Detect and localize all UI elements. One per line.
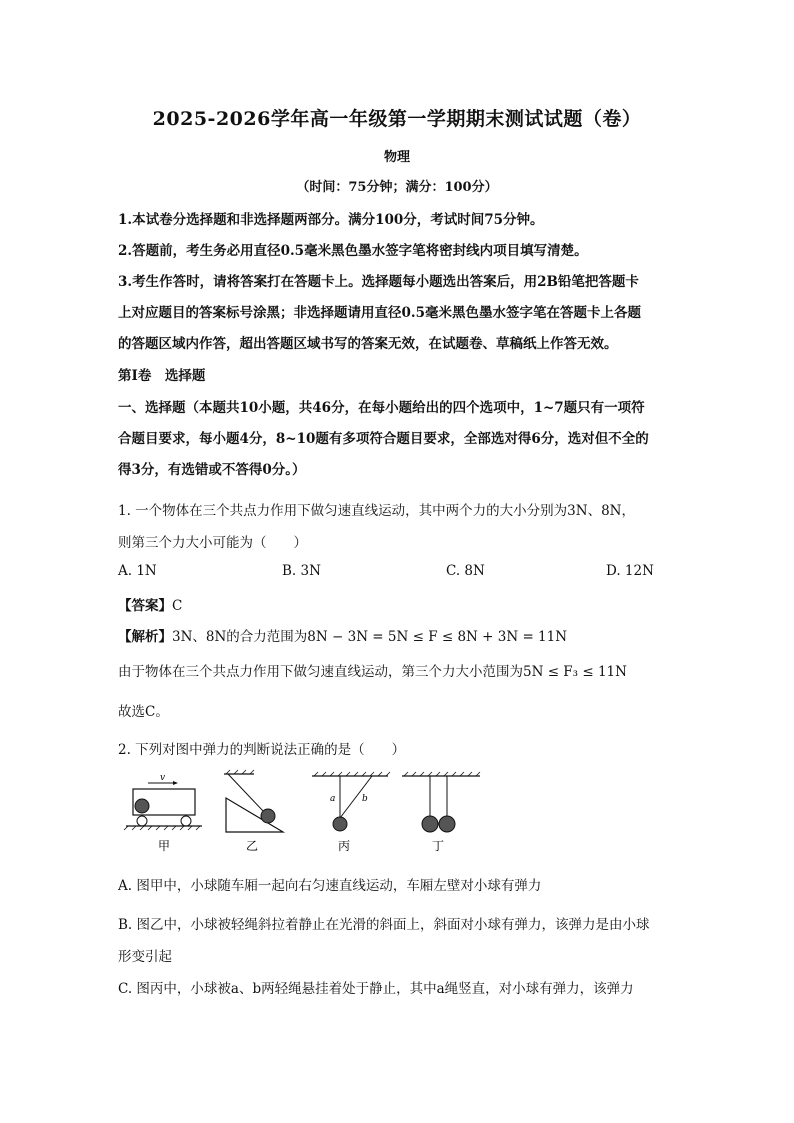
section-heading-b: 合题目要求，每小题4分，8~10题有多项符合题目要求，全部选对得6分，选对但不全的	[118, 431, 649, 447]
figure-yi-incline	[224, 770, 283, 853]
time-info: （时间：75分钟；满分：100分）	[296, 180, 498, 195]
q1-answer-line	[118, 594, 182, 614]
answer-tag: 【答案】	[118, 598, 172, 614]
label-ding: 丁	[432, 839, 445, 853]
q1-option-d: D. 12N	[606, 563, 654, 579]
q2-figure-svg	[118, 768, 478, 858]
q1-analysis-3: 故选C。	[118, 704, 169, 720]
q1-option-a: A. 1N	[118, 563, 157, 579]
section-heading-c: 得3分，有选错或不答得0分。）	[118, 462, 306, 478]
rope-a-label: a	[330, 794, 336, 804]
q2-option-b-b: 形变引起	[118, 949, 172, 965]
analysis-text: 3N、8N的合力范围为8N − 3N = 5N ≤ F ≤ 8N + 3N = 11N	[172, 629, 568, 645]
instruction-3b: 上对应题目的答案标号涂黑；非选择题请用直径0.5毫米黑色墨水签字笔在答题卡上各题	[118, 305, 641, 321]
q1-stem-b: 则第三个力大小可能为（ ）	[118, 535, 307, 551]
rope-b-label: b	[362, 794, 368, 804]
q1-option-c: C. 8N	[446, 563, 485, 579]
q2-option-b-a: B. 图乙中，小球被轻绳斜拉着静止在光滑的斜面上，斜面对小球有弹力，该弹力是由小球	[118, 917, 650, 933]
q2-figure	[118, 768, 478, 858]
section-heading-a: 一、选择题（本题共10小题，共46分，在每小题给出的四个选项中，1~7题只有一项符	[118, 400, 645, 416]
section-part-label: 第Ⅰ卷 选择题	[118, 368, 206, 384]
answer-value: C	[172, 598, 183, 614]
instruction-2: 2.答题前，考生务必用直径0.5毫米黑色墨水签字笔将密封线内项目填写清楚。	[118, 243, 588, 259]
q1-option-b: B. 3N	[282, 563, 321, 579]
label-yi: 乙	[246, 839, 259, 853]
velocity-label: v	[160, 773, 166, 783]
q1-stem-a: 1. 一个物体在三个共点力作用下做匀速直线运动，其中两个力的大小分别为3N、8N，	[118, 503, 635, 519]
figure-bing-ropes	[312, 772, 390, 853]
page-title: 2025-2026学年高一年级第一学期期末测试试题（卷）	[152, 108, 642, 130]
label-bing: 丙	[338, 839, 351, 853]
instruction-3c: 的答题区域内作答，超出答题区域书写的答案无效，在试题卷、草稿纸上作答无效。	[118, 336, 618, 352]
q2-option-a: A. 图甲中，小球随车厢一起向右匀速直线运动，车厢左壁对小球有弹力	[118, 878, 542, 894]
figure-ding-balls	[402, 772, 480, 853]
q1-analysis-line	[118, 625, 567, 645]
label-jia: 甲	[158, 839, 171, 853]
q2-stem: 2. 下列对图中弹力的判断说法正确的是（ ）	[118, 742, 406, 758]
instruction-3a: 3.考生作答时，请将答案打在答题卡上。选择题每小题选出答案后，用2B铅笔把答题卡	[118, 274, 639, 290]
q1-analysis-2: 由于物体在三个共点力作用下做匀速直线运动，第三个力大小范围为5N ≤ F₃ ≤ 11N	[118, 664, 627, 680]
figure-jia-cart	[124, 773, 202, 853]
analysis-tag: 【解析】	[118, 629, 172, 645]
subject-label: 物理	[383, 150, 410, 165]
instruction-1: 1.本试卷分选择题和非选择题两部分。满分100分，考试时间75分钟。	[118, 212, 544, 228]
q2-option-c: C. 图丙中，小球被a、b两轻绳悬挂着处于静止，其中a绳竖直，对小球有弹力，该弹力	[118, 981, 634, 997]
